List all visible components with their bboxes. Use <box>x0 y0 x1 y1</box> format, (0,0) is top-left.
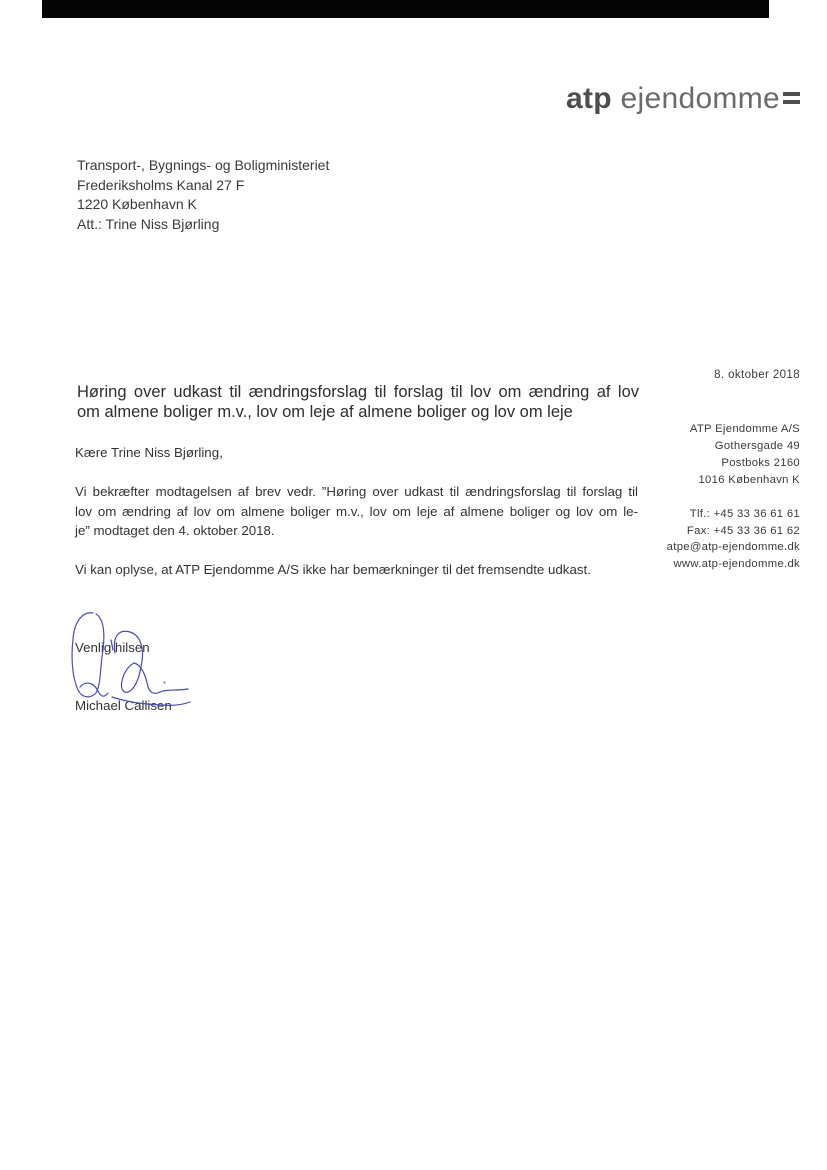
letter-subject <box>77 382 639 422</box>
sender-fax: Fax: +45 33 36 61 62 <box>686 524 800 537</box>
recipient-line: Frederiksholms Kanal 27 F <box>77 176 245 193</box>
subject-line: om almene boliger m.v., lov om leje af almene boliger og lov om leje <box>77 403 573 421</box>
sender-phone: Tlf.: +45 33 36 61 61 <box>689 507 800 520</box>
signatory-name: Michael Callisen <box>75 698 172 713</box>
paragraph-line: lov om ændring af lov om almene boliger m.v., lov om leje af almene boliger og lov om le- <box>75 503 638 519</box>
sender-street: Gothersgade 49 <box>714 439 800 452</box>
recipient-line: Att.: Trine Niss Bjørling <box>77 215 220 232</box>
equals-mark-icon <box>783 92 800 104</box>
subject-line: Høring over udkast til ændringsforslag til forslag til lov om ændring af lov <box>77 383 639 401</box>
closing-phrase: Venlig hilsen <box>75 640 150 655</box>
recipient-address <box>77 156 329 234</box>
sender-email: atpe@atp-ejendomme.dk <box>666 541 800 554</box>
scan-edge-bar <box>42 0 769 18</box>
logo-brand-text: atp <box>566 82 612 115</box>
letter-body <box>75 443 638 580</box>
paragraph-line: Vi bekræfter modtagelsen af brev vedr. ”Høring over udkast til ændringsforslag til forslag til <box>75 484 638 499</box>
paragraph-line: je” modtaget den 4. oktober 2018. <box>75 523 275 538</box>
recipient-line: Transport-, Bygnings- og Boligministeriet <box>77 157 330 173</box>
body-paragraph <box>75 482 638 541</box>
sender-pobox: Postboks 2160 <box>721 456 800 469</box>
sender-website: www.atp-ejendomme.dk <box>673 558 800 571</box>
salutation: Kære Trine Niss Bjørling, <box>75 445 223 460</box>
sender-info <box>667 421 800 573</box>
company-logo <box>566 84 800 114</box>
body-paragraph: Vi kan oplyse, at ATP Ejendomme A/S ikke har bemærkninger til det fremsendte udkast. <box>75 562 591 577</box>
spacer <box>667 489 800 506</box>
sender-company: ATP Ejendomme A/S <box>689 423 800 435</box>
sender-city: 1016 København K <box>698 473 800 486</box>
handwritten-signature <box>60 605 200 720</box>
logo-sub-text: ejendomme <box>620 82 780 115</box>
recipient-line: 1220 København K <box>77 196 197 213</box>
letter-date: 8. oktober 2018 <box>714 369 800 381</box>
